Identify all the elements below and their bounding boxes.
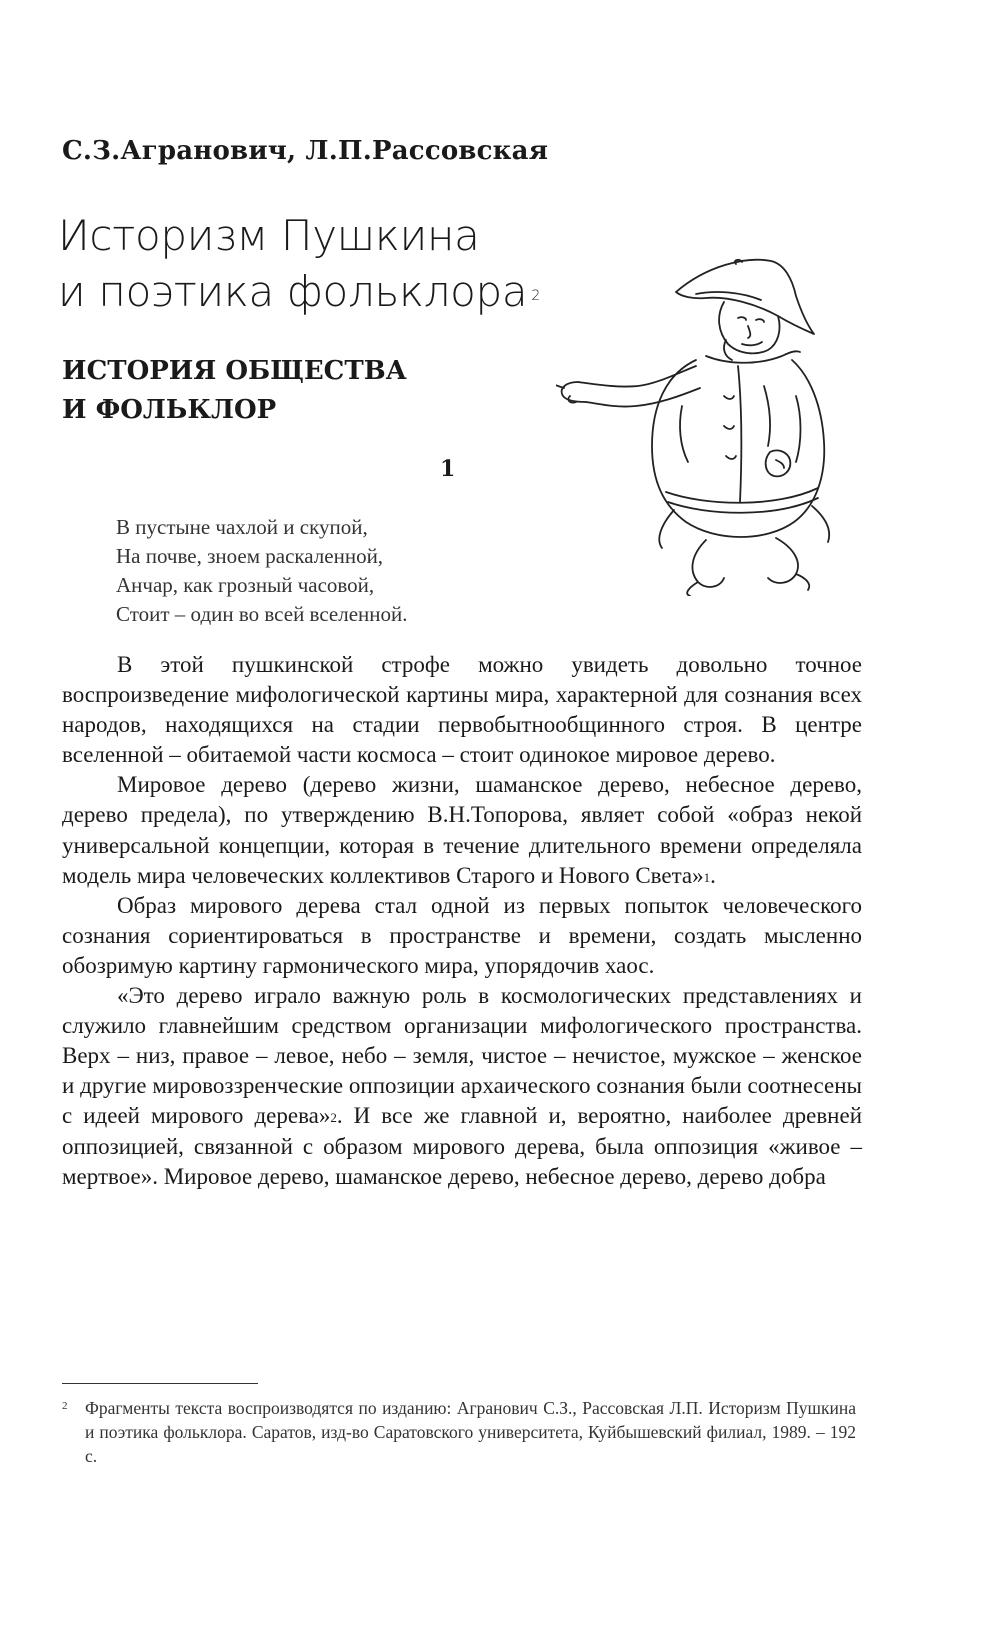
paragraph [62,770,862,890]
footnote-mark: 2 [62,1400,68,1412]
footnote-text: Фрагменты текста воспроизводятся по изданию: Агранович С.З., Рассовская Л.П. Историзм Пушкина и поэтика фольклора. Саратов, изд-во Саратовского университета, Куйбышевский филиал, 1989. – 192 с. [85,1398,856,1466]
title-line-2 [58,264,540,320]
paragraph: Образ мирового дерева стал одной из первых попыток человеческого сознания сориентироваться в пространстве и времени, создать мысленно обозримую картину гармонического мира, упорядочив хаос. [62,892,862,978]
poem-line: На почве, зноем раскаленной, [116,544,384,568]
chapter-number: 1 [440,456,456,482]
footnote-paragraph [62,1396,856,1468]
footnote [62,1396,856,1468]
title-line-2-text: и поэтика фольклора [58,267,528,316]
paragraph [62,981,862,1192]
napoleon-caricature-icon [556,256,876,596]
authors: С.З.Агранович, Л.П.Рассовская [62,136,549,166]
paragraph-text: «Это дерево играло важную роль в космологических представлениях и служило главнейшим средством организации мифологического пространства. Верх – низ, правое – левое, небо – земля, чистое – нечистое, мужское – женское и другие мировоззренческие оппозиции архаического сознания были соотнесены с идеей мирового дерева» [62,983,862,1129]
paragraph-text-end: . [710,862,716,888]
footnote-reference: 1 [703,869,711,885]
paragraph-text-end: . И все же главной и, вероятно, наиболее древней оппозицией, связанной с образом мирового дерева, была оппозиция «живое – мертвое». Мировое дерево, шаманское дерево, небесное дерево, дерево добра [62,1103,863,1189]
footnote-reference: 2 [330,1110,337,1126]
poem-line: В пустыне чахлой и скупой, [116,515,368,539]
section-heading [62,352,407,430]
footnote-divider [62,1383,258,1384]
epigraph-poem [116,513,408,629]
paragraph-text: Мировое дерево (дерево жизни, шаманское дерево, небесное дерево, дерево предела), по утверждению В.Н.Топорова, являет собой «образ некой универсальной концепции, которая в течение длительного времени определяла модель мира человеческих коллективов Старого и Нового Света» [62,772,862,888]
title-line-1: Историзм Пушкина [58,211,480,260]
chapter-title [58,208,540,320]
title-footnote-mark: 2 [531,288,540,304]
section-line-1: ИСТОРИЯ ОБЩЕСТВА [62,356,407,386]
paragraph: В этой пушкинской строфе можно увидеть довольно точное воспроизведение мифологической картины мира, характерной для сознания всех народов, находящихся на стадии первобытнообщинного строя. В центре вселенной – обитаемой части космоса – стоит одинокое мировое дерево. [62,652,862,768]
body-text [62,650,862,1192]
section-line-2: И ФОЛЬКЛОР [62,395,277,425]
poem-line: Стоит – один во всей вселенной. [116,602,408,626]
poem-line: Анчар, как грозный часовой, [116,573,375,597]
